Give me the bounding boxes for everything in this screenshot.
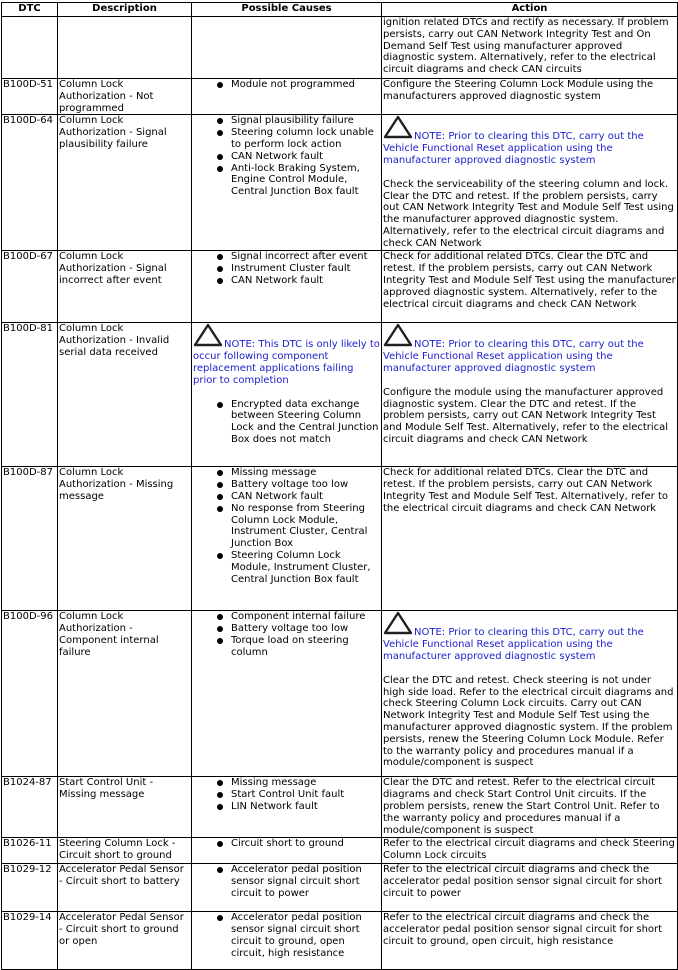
cause-item: No response from Steering Column Lock Module, Instrument Cluster, Central Junction Box <box>231 503 380 550</box>
cause-item: Start Control Unit fault <box>231 789 380 801</box>
cause-note-text: NOTE: This DTC is only likely to occur following component replacement applications failing prior to completion <box>193 339 380 386</box>
dtc-description: Column Lock Authorization - Not programmed <box>58 79 192 115</box>
dtc-code: B1029-14 <box>2 912 58 970</box>
warning-icon <box>193 323 223 351</box>
dtc-description: Column Lock Authorization - Component internal failure <box>58 611 192 777</box>
cause-item: Torque load on steering column <box>231 635 380 659</box>
action-cell <box>382 323 678 467</box>
action-cell <box>382 467 678 611</box>
warning-icon <box>383 115 413 143</box>
action-note-text: NOTE: Prior to clearing this DTC, carry out the Vehicle Functional Reset application using the manufacturer approved diagnostic system <box>383 339 644 374</box>
possible-causes <box>192 79 382 115</box>
action-note-text: NOTE: Prior to clearing this DTC, carry out the Vehicle Functional Reset application using the manufacturer approved diagnostic system <box>383 131 644 166</box>
cause-item: CAN Network fault <box>231 491 380 503</box>
cause-item: Steering column lock unable to perform lock action <box>231 127 380 151</box>
action-cell <box>382 79 678 115</box>
cause-item: CAN Network fault <box>231 151 380 163</box>
dtc-description: Column Lock Authorization - Signal plausibility failure <box>58 115 192 251</box>
action-text: Check for additional related DTCs. Clear the DTC and retest. If the problem persists, carry out CAN Network Integrity Test and Module Self Test. Alternatively, refer to the electrical circuit diagrams and check CAN Network <box>383 467 669 514</box>
dtc-code: B1026-11 <box>2 838 58 864</box>
action-cell <box>382 611 678 777</box>
action-text: ignition related DTCs and rectify as necessary. If problem persists, carry out CAN Network Integrity Test and On Demand Self Test using manufacturer approved diagnostic system. Alternatively, refer to the electrical circuit diagrams and check CAN circuits <box>383 17 669 76</box>
cause-item: Steering Column Lock Module, Instrument Cluster, Central Junction Box fault <box>231 550 380 585</box>
action-cell <box>382 115 678 251</box>
cause-item: Circuit short to ground <box>231 838 380 850</box>
action-cell <box>382 17 678 79</box>
cause-item: Instrument Cluster fault <box>231 263 380 275</box>
action-text: Refer to the electrical circuit diagrams and check the accelerator pedal position sensor signal circuit for short circuit to power <box>383 864 663 899</box>
table-row <box>2 777 678 838</box>
action-note <box>383 611 676 662</box>
warning-icon <box>383 323 413 351</box>
action-note-text: NOTE: Prior to clearing this DTC, carry out the Vehicle Functional Reset application using the manufacturer approved diagnostic system <box>383 627 644 662</box>
dtc-description: Column Lock Authorization - Missing message <box>58 467 192 611</box>
dtc-code: B100D-51 <box>2 79 58 115</box>
table-row <box>2 912 678 970</box>
action-cell <box>382 838 678 864</box>
table-row <box>2 115 678 251</box>
action-text: Check for additional related DTCs. Clear the DTC and retest. If the problem persists, carry out CAN Network Integrity Test and Module Self Test using the manufacturer approved diagnostic system. Alternatively, refer to the electrical circuit diagrams and check CAN Network <box>383 251 676 310</box>
cause-item: Battery voltage too low <box>231 623 380 635</box>
table-row <box>2 17 678 79</box>
dtc-code: B1029-12 <box>2 864 58 912</box>
causes-list <box>193 79 380 91</box>
cause-item: Accelerator pedal position sensor signal circuit short circuit to power <box>231 864 380 899</box>
dtc-table <box>1 2 678 970</box>
action-cell <box>382 251 678 323</box>
cause-item: Battery voltage too low <box>231 479 380 491</box>
warning-icon <box>383 611 413 639</box>
header-dtc: DTC <box>2 3 58 17</box>
action-note <box>383 323 676 374</box>
cause-item: Accelerator pedal position sensor signal circuit short circuit to ground, open circuit, high resistance <box>231 912 380 959</box>
action-text: Configure the module using the manufacturer approved diagnostic system. Clear the DTC and retest. If the problem persists, carry out CAN Network Integrity Test and Module Self Test. Alternatively, refer to the electrical circuit diagrams and check CAN Network <box>383 386 669 445</box>
action-note <box>383 115 676 166</box>
dtc-code <box>2 17 58 79</box>
action-text: Refer to the electrical circuit diagrams and check Steering Column Lock circuits <box>383 838 675 862</box>
dtc-code: B100D-81 <box>2 323 58 467</box>
causes-list <box>193 912 380 959</box>
cause-note <box>193 323 380 386</box>
possible-causes <box>192 611 382 777</box>
causes-list <box>193 611 380 658</box>
action-text: Check the serviceability of the steering column and lock. Clear the DTC and retest. If the problem persists, carry out CAN Network Integrity Test and Module Self Test using the manufacturer approved diagnostic system. Alternatively, refer to the electrical circuit diagrams and check CAN Network <box>383 178 674 249</box>
cause-item: CAN Network fault <box>231 275 380 287</box>
cause-item: Missing message <box>231 467 380 479</box>
dtc-code: B100D-64 <box>2 115 58 251</box>
table-row <box>2 864 678 912</box>
causes-list <box>193 399 380 446</box>
action-text: Clear the DTC and retest. Check steering is not under high side load. Refer to the electrical circuit diagrams and check Steering Column Lock circuits. Carry out CAN Network Integrity Test and Module Self Test using the manufacturer approved diagnostic system. If the problem persists, renew the Steering Column Lock Module. Refer to the warranty policy and procedures manual if a module/component is suspect <box>383 674 674 769</box>
cause-item: Anti-lock Braking System, Engine Control Module, Central Junction Box fault <box>231 163 380 198</box>
action-text: Configure the Steering Column Lock Module using the manufacturers approved diagnostic system <box>383 79 654 102</box>
dtc-description: Start Control Unit - Missing message <box>58 777 192 838</box>
dtc-code: B1024-87 <box>2 777 58 838</box>
causes-list <box>193 777 380 812</box>
dtc-description: Accelerator Pedal Sensor - Circuit short to battery <box>58 864 192 912</box>
possible-causes <box>192 17 382 79</box>
cause-item: Encrypted data exchange between Steering Column Lock and the Central Junction Box does not match <box>231 398 379 445</box>
header-row <box>2 3 678 17</box>
dtc-description: Accelerator Pedal Sensor - Circuit short to ground or open <box>58 912 192 970</box>
header-possible-causes: Possible Causes <box>192 3 382 17</box>
cause-item: Module not programmed <box>231 79 380 91</box>
cause-item: Signal plausibility failure <box>231 115 380 127</box>
causes-list <box>193 115 380 198</box>
table-row <box>2 251 678 323</box>
header-action: Action <box>382 3 678 17</box>
possible-causes <box>192 323 382 467</box>
causes-list <box>193 467 380 585</box>
possible-causes <box>192 115 382 251</box>
possible-causes <box>192 251 382 323</box>
cause-item: Signal incorrect after event <box>231 251 380 263</box>
possible-causes <box>192 467 382 611</box>
action-cell <box>382 864 678 912</box>
dtc-description: Column Lock Authorization - Invalid serial data received <box>58 323 192 467</box>
table-row <box>2 838 678 864</box>
dtc-code: B100D-87 <box>2 467 58 611</box>
causes-list <box>193 251 380 286</box>
table-row <box>2 323 678 467</box>
possible-causes <box>192 912 382 970</box>
dtc-description: Steering Column Lock - Circuit short to ground <box>58 838 192 864</box>
cause-item: Component internal failure <box>231 611 380 623</box>
possible-causes <box>192 777 382 838</box>
table-row <box>2 611 678 777</box>
dtc-code: B100D-96 <box>2 611 58 777</box>
action-cell <box>382 777 678 838</box>
action-text: Refer to the electrical circuit diagrams and check the accelerator pedal position sensor signal circuit for short circuit to ground, open circuit, high resistance <box>383 912 663 947</box>
cause-item: Missing message <box>231 777 380 789</box>
causes-list <box>193 864 380 899</box>
action-text: Clear the DTC and retest. Refer to the electrical circuit diagrams and check Start Control Unit circuits. If the problem persists, renew the Start Control Unit. Refer to the warranty policy and procedures manual if a module/component is suspect <box>383 777 660 836</box>
dtc-description <box>58 17 192 79</box>
possible-causes <box>192 838 382 864</box>
possible-causes <box>192 864 382 912</box>
table-row <box>2 467 678 611</box>
action-cell <box>382 912 678 970</box>
cause-item: LIN Network fault <box>231 801 380 813</box>
dtc-description: Column Lock Authorization - Signal incorrect after event <box>58 251 192 323</box>
causes-list <box>193 838 380 850</box>
dtc-code: B100D-67 <box>2 251 58 323</box>
header-description: Description <box>58 3 192 17</box>
table-row <box>2 79 678 115</box>
